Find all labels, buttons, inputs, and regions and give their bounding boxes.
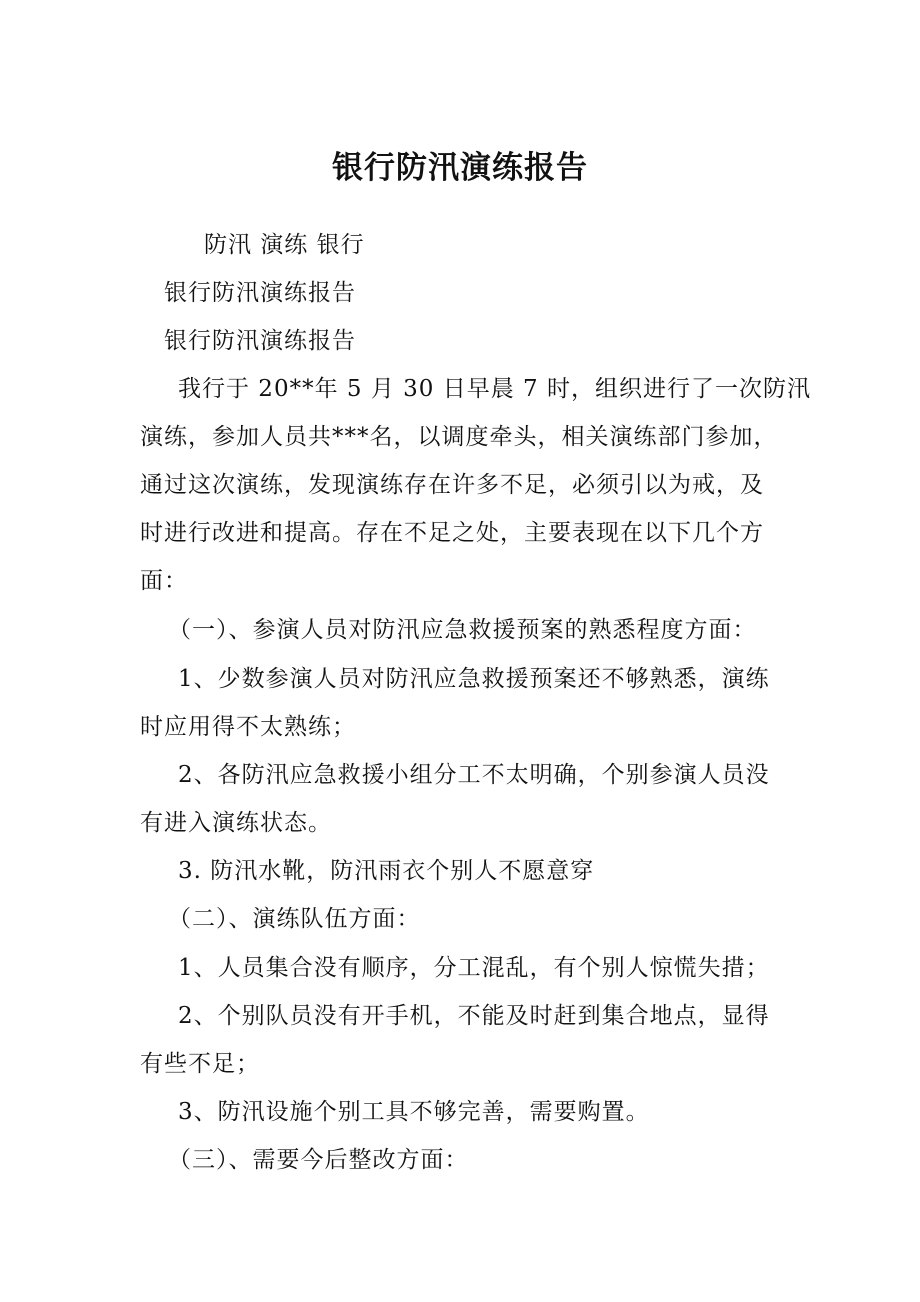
section-1-item-2-line-1: 2、各防汛应急救援小组分工不太明确，个别参演人员没 — [178, 762, 770, 788]
section-2-item-3: 3、防汛设施个别工具不够完善，需要购置。 — [178, 1099, 650, 1125]
keywords-line: 防汛 演练 银行 — [204, 232, 365, 258]
section-1-item-1-line-1: 1、少数参演人员对防汛应急救援预案还不够熟悉，演练 — [178, 666, 770, 692]
section-3-heading: （三）、需要今后整改方面： — [168, 1147, 469, 1173]
section-1-heading: （一）、参演人员对防汛应急救援预案的熟悉程度方面： — [168, 617, 757, 643]
section-1-item-3: 3. 防汛水靴，防汛雨衣个别人不愿意穿 — [178, 858, 595, 884]
intro-line-4: 时进行改进和提高。存在不足之处，主要表现在以下几个方 — [140, 520, 764, 546]
intro-line-2: 演练，参加人员共***名，以调度牵头，相关演练部门参加， — [140, 424, 778, 450]
subtitle-line-2: 银行防汛演练报告 — [164, 328, 356, 354]
intro-line-5: 面： — [140, 568, 188, 594]
intro-line-3: 通过这次演练，发现演练存在许多不足，必须引以为戒，及 — [140, 472, 764, 498]
section-2-item-2-line-1: 2、个别队员没有开手机，不能及时赶到集合地点，显得 — [178, 1003, 770, 1029]
section-2-heading: （二）、演练队伍方面： — [168, 906, 421, 932]
section-2-item-1: 1、人员集合没有顺序，分工混乱，有个别人惊慌失措； — [178, 955, 770, 981]
section-1-item-2-line-2: 有进入演练状态。 — [140, 810, 332, 836]
section-1-item-1-line-2: 时应用得不太熟练； — [140, 714, 356, 740]
document-title: 银行防汛演练报告 — [332, 150, 588, 186]
subtitle-line-1: 银行防汛演练报告 — [164, 280, 356, 306]
section-2-item-2-line-2: 有些不足； — [140, 1051, 260, 1077]
intro-line-1: 我行于 20**年 5 月 30 日早晨 7 时，组织进行了一次防汛 — [178, 376, 811, 402]
